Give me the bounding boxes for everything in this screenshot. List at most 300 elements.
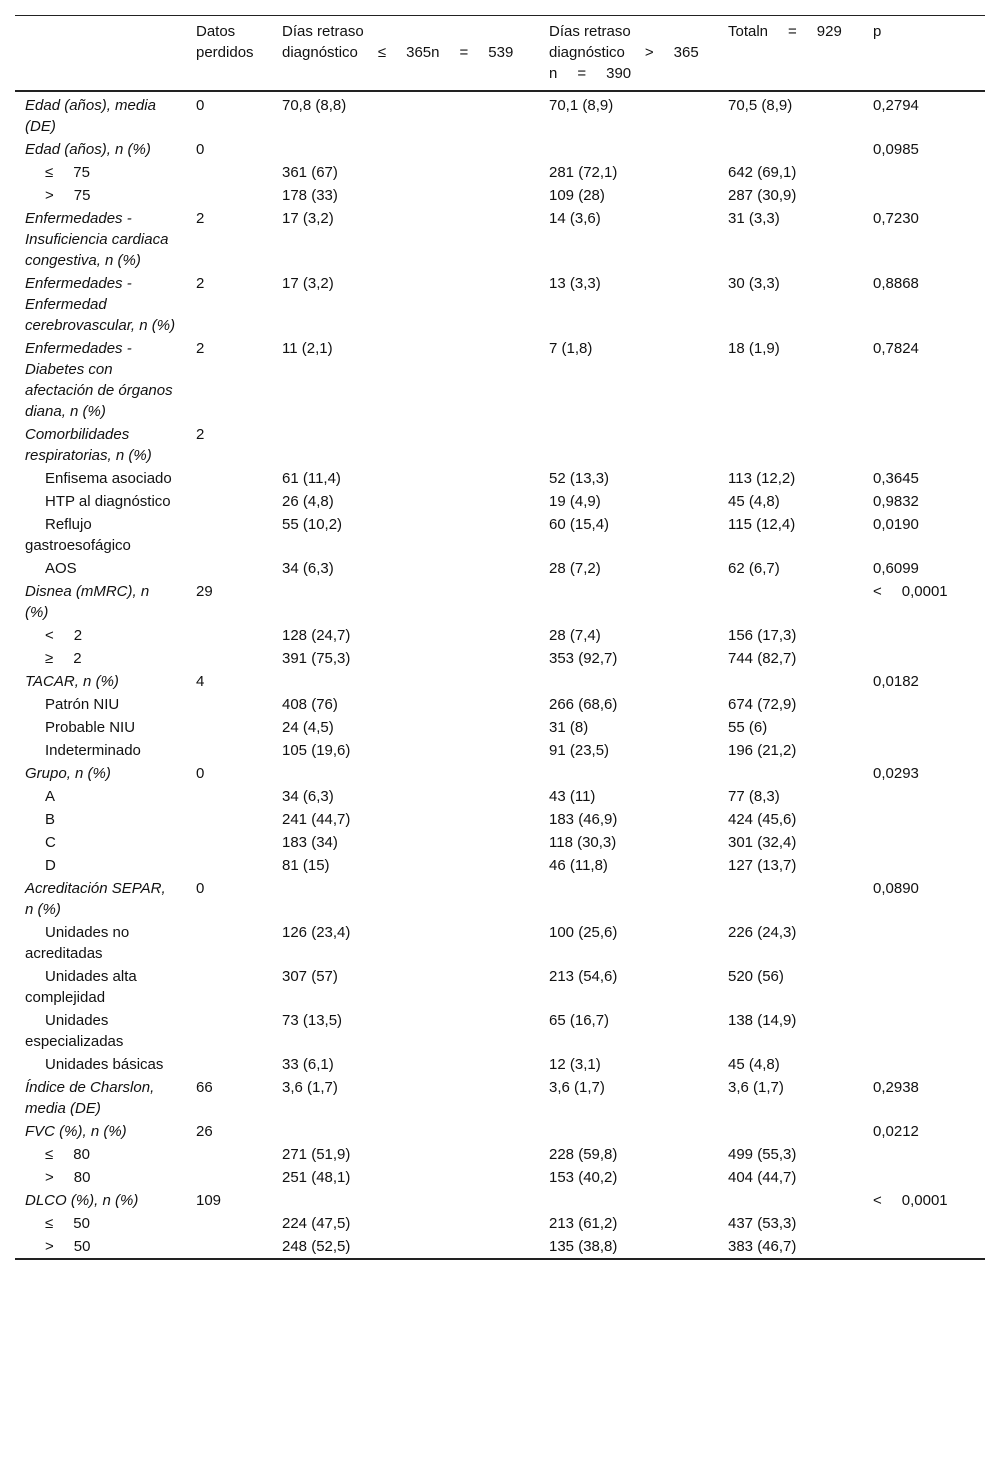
table-row — [15, 624, 985, 647]
table-header — [15, 16, 985, 92]
cell-missing — [186, 647, 272, 670]
cell-variable: TACAR, n (%) — [25, 673, 119, 690]
cell-delay-gt-365 — [539, 1189, 718, 1212]
cell-missing — [186, 831, 272, 854]
cell-variable — [15, 1235, 186, 1259]
cell-delay-gt-365: 266 (68,6) — [549, 696, 618, 713]
cell-variable: Enfermedades - Enfermedad cerebrovascular, n (%) — [25, 275, 176, 334]
table-body — [15, 91, 985, 1259]
cell-delay-le-365: 307 (57) — [282, 968, 338, 985]
cell-p-value: 0,8868 — [873, 275, 919, 292]
cell-p-value — [863, 1053, 985, 1076]
subcategory-label: Indeterminado — [45, 742, 141, 759]
cell-delay-le-365 — [272, 580, 539, 624]
subcategory-label: HTP al diagnóstico — [45, 493, 171, 510]
cell-variable: Enfermedades - Diabetes con afectación de órganos diana, n (%) — [25, 340, 173, 420]
cell-p-value: 0,7230 — [873, 210, 919, 227]
header-gt-w3: > — [644, 44, 654, 61]
cell-delay-le-365 — [272, 762, 539, 785]
cell-total: 127 (13,7) — [728, 857, 797, 874]
cell-missing — [186, 739, 272, 762]
table-row — [15, 1235, 985, 1259]
cell-missing: 2 — [196, 340, 205, 357]
cell-p-value: 0,7824 — [873, 340, 919, 357]
table-row — [15, 557, 985, 580]
cell-p-value — [863, 1166, 985, 1189]
cell-total: 437 (53,3) — [728, 1215, 797, 1232]
cell-total: 115 (12,4) — [728, 516, 796, 533]
subcategory-label: Unidades no acreditadas — [25, 924, 130, 962]
cell-total: 383 (46,7) — [728, 1238, 797, 1255]
cell-delay-gt-365: 13 (3,3) — [549, 275, 601, 292]
cell-total — [718, 1189, 863, 1212]
cell-p-value — [863, 785, 985, 808]
subcategory-label: ≤ 50 — [45, 1215, 90, 1232]
cell-p-value: 0,0293 — [873, 765, 919, 782]
subcategory-label: Unidades alta complejidad — [25, 968, 137, 1006]
cell-variable: DLCO (%), n (%) — [25, 1192, 139, 1209]
cell-delay-gt-365: 183 (46,9) — [549, 811, 618, 828]
header-total-w2: = — [788, 23, 797, 40]
header-gt-w6: = — [577, 65, 587, 82]
cell-missing: 4 — [196, 673, 205, 690]
cell-variable: Grupo, n (%) — [25, 765, 111, 782]
cell-variable — [15, 785, 186, 808]
cell-p-value — [863, 739, 985, 762]
table-row — [15, 1076, 985, 1120]
subcategory-label: Patrón NIU — [45, 696, 120, 713]
cell-delay-gt-365: 281 (72,1) — [549, 164, 618, 181]
cell-p-value — [863, 693, 985, 716]
cell-p-value: < 0,0001 — [873, 1192, 948, 1209]
cell-p-value — [863, 647, 985, 670]
table-row — [15, 161, 985, 184]
table-row — [15, 647, 985, 670]
cell-delay-le-365: 391 (75,3) — [282, 650, 351, 667]
cell-delay-gt-365: 109 (28) — [549, 187, 605, 204]
cell-delay-gt-365 — [539, 762, 718, 785]
cell-variable: Enfermedades - Insuficiencia cardiaca congestiva, n (%) — [25, 210, 169, 269]
cell-delay-le-365: 73 (13,5) — [282, 1012, 343, 1029]
cell-missing: 2 — [196, 275, 205, 292]
cell-missing: 109 — [196, 1192, 222, 1209]
cell-delay-gt-365: 19 (4,9) — [549, 493, 601, 510]
cell-p-value — [863, 921, 985, 965]
cell-delay-gt-365: 60 (15,4) — [549, 516, 610, 533]
cell-variable — [15, 854, 186, 877]
cell-total: 499 (55,3) — [728, 1146, 797, 1163]
header-gt-w1: Días retraso — [549, 23, 631, 40]
cell-delay-le-365: 128 (24,7) — [282, 627, 351, 644]
cell-total: 62 (6,7) — [728, 560, 780, 577]
header-delay-gt-365 — [539, 16, 718, 92]
cell-p-value — [863, 161, 985, 184]
table-row — [15, 762, 985, 785]
cell-missing: 2 — [196, 426, 205, 443]
header-missing — [186, 16, 272, 92]
cell-missing — [186, 624, 272, 647]
cell-p-value: 0,2794 — [873, 97, 919, 114]
subcategory-label: C — [45, 834, 56, 851]
subcategory-label: AOS — [45, 560, 77, 577]
subcategory-label: ≤ 75 — [45, 164, 90, 181]
cell-delay-le-365: 3,6 (1,7) — [282, 1079, 338, 1096]
cell-variable: Edad (años), n (%) — [25, 141, 151, 158]
subcategory-label: Unidades básicas — [45, 1056, 164, 1073]
data-table-container — [15, 15, 985, 1260]
cell-variable: Acreditación SEPAR, n (%) — [25, 880, 166, 918]
header-gt-w5: n — [549, 65, 558, 82]
cell-p-value: 0,9832 — [873, 493, 919, 510]
subcategory-label: B — [45, 811, 56, 828]
header-total-w3: 929 — [816, 23, 842, 40]
cell-p-value: 0,0985 — [873, 141, 919, 158]
cell-variable: Comorbilidades respiratorias, n (%) — [25, 426, 152, 464]
cell-delay-gt-365: 353 (92,7) — [549, 650, 618, 667]
table-row — [15, 184, 985, 207]
cell-delay-le-365 — [272, 1189, 539, 1212]
cell-delay-gt-365: 70,1 (8,9) — [549, 97, 614, 114]
subcategory-label: > 75 — [45, 187, 91, 204]
cell-total: 404 (44,7) — [728, 1169, 797, 1186]
cell-delay-le-365 — [272, 423, 539, 467]
cell-variable: FVC (%), n (%) — [25, 1123, 127, 1140]
cell-total: 287 (30,9) — [728, 187, 797, 204]
cell-delay-le-365: 61 (11,4) — [282, 470, 341, 487]
cell-delay-gt-365: 135 (38,8) — [549, 1238, 618, 1255]
cell-total: 674 (72,9) — [728, 696, 797, 713]
cell-p-value — [863, 1235, 985, 1259]
cell-missing: 2 — [196, 210, 205, 227]
cell-p-value — [863, 716, 985, 739]
subcategory-label: A — [45, 788, 56, 805]
cell-p-value — [863, 831, 985, 854]
cell-missing: 29 — [196, 583, 213, 600]
header-delay-le-365 — [272, 16, 539, 92]
cell-missing — [186, 161, 272, 184]
cell-total: 113 (12,2) — [728, 470, 796, 487]
cell-variable — [15, 739, 186, 762]
cell-delay-gt-365: 65 (16,7) — [549, 1012, 610, 1029]
cell-total: 301 (32,4) — [728, 834, 797, 851]
table-row — [15, 1009, 985, 1053]
cell-total: 45 (4,8) — [728, 1056, 780, 1073]
subcategory-label: Enfisema asociado — [45, 470, 172, 487]
data-table — [15, 15, 985, 1260]
table-row — [15, 670, 985, 693]
header-p-value: p — [873, 23, 882, 40]
header-total — [718, 16, 863, 92]
table-row — [15, 467, 985, 490]
table-row — [15, 513, 985, 557]
cell-delay-gt-365: 118 (30,3) — [549, 834, 617, 851]
cell-variable — [15, 693, 186, 716]
cell-delay-gt-365 — [539, 670, 718, 693]
cell-missing — [186, 716, 272, 739]
cell-delay-le-365: 33 (6,1) — [282, 1056, 334, 1073]
cell-total — [718, 138, 863, 161]
cell-p-value: 0,3645 — [873, 470, 919, 487]
header-gt-w4: 365 — [673, 44, 699, 61]
cell-delay-gt-365 — [539, 423, 718, 467]
cell-variable — [15, 490, 186, 513]
cell-delay-gt-365: 12 (3,1) — [549, 1056, 601, 1073]
cell-delay-le-365: 183 (34) — [282, 834, 338, 851]
table-row — [15, 854, 985, 877]
cell-variable — [15, 557, 186, 580]
cell-total: 196 (21,2) — [728, 742, 797, 759]
cell-total: 520 (56) — [728, 968, 784, 985]
header-le-w2: diagnóstico — [282, 44, 358, 61]
cell-p-value: 0,0190 — [873, 516, 919, 533]
cell-delay-le-365: 178 (33) — [282, 187, 338, 204]
cell-variable — [15, 1053, 186, 1076]
cell-missing — [186, 1235, 272, 1259]
cell-missing — [186, 693, 272, 716]
cell-delay-le-365: 81 (15) — [282, 857, 330, 874]
cell-delay-le-365: 17 (3,2) — [282, 275, 334, 292]
header-le-w1: Días retraso — [282, 23, 364, 40]
cell-variable: Disnea (mMRC), n (%) — [25, 583, 150, 621]
cell-p-value — [863, 1212, 985, 1235]
table-row — [15, 138, 985, 161]
cell-delay-le-365 — [272, 877, 539, 921]
cell-delay-gt-365: 91 (23,5) — [549, 742, 610, 759]
cell-variable: Índice de Charslon, media (DE) — [25, 1079, 155, 1117]
table-row — [15, 785, 985, 808]
subcategory-label: > 50 — [45, 1238, 91, 1255]
cell-total: 3,6 (1,7) — [728, 1079, 784, 1096]
table-row — [15, 877, 985, 921]
cell-total: 18 (1,9) — [728, 340, 780, 357]
cell-p-value: 0,6099 — [873, 560, 919, 577]
cell-delay-le-365 — [272, 670, 539, 693]
cell-missing: 0 — [196, 141, 205, 158]
cell-p-value — [863, 1143, 985, 1166]
header-missing-line2: perdidos — [196, 44, 254, 61]
cell-variable — [15, 1166, 186, 1189]
cell-missing — [186, 921, 272, 965]
cell-total: 138 (14,9) — [728, 1012, 797, 1029]
cell-p-value: 0,0182 — [873, 673, 919, 690]
subcategory-label: Reflujo gastroesofágico — [25, 516, 131, 554]
table-row — [15, 272, 985, 337]
cell-total: 45 (4,8) — [728, 493, 780, 510]
cell-missing — [186, 1166, 272, 1189]
cell-delay-le-365: 34 (6,3) — [282, 560, 334, 577]
cell-delay-gt-365: 31 (8) — [549, 719, 589, 736]
cell-variable — [15, 965, 186, 1009]
cell-delay-gt-365: 228 (59,8) — [549, 1146, 618, 1163]
cell-delay-gt-365: 43 (11) — [549, 788, 596, 805]
cell-total: 77 (8,3) — [728, 788, 780, 805]
table-row — [15, 1120, 985, 1143]
header-missing-line1: Datos — [196, 23, 236, 40]
subcategory-label: ≥ 2 — [45, 650, 82, 667]
table-row — [15, 1212, 985, 1235]
cell-delay-gt-365: 153 (40,2) — [549, 1169, 618, 1186]
header-le-w5: = — [459, 44, 469, 61]
cell-total — [718, 762, 863, 785]
table-row — [15, 207, 985, 272]
cell-missing — [186, 467, 272, 490]
cell-delay-gt-365: 28 (7,4) — [549, 627, 601, 644]
cell-variable — [15, 647, 186, 670]
cell-delay-gt-365 — [539, 138, 718, 161]
cell-total: 156 (17,3) — [728, 627, 797, 644]
cell-delay-le-365: 17 (3,2) — [282, 210, 334, 227]
table-row — [15, 693, 985, 716]
cell-delay-gt-365: 213 (54,6) — [549, 968, 618, 985]
cell-delay-gt-365: 46 (11,8) — [549, 857, 608, 874]
cell-total: 70,5 (8,9) — [728, 97, 793, 114]
table-row — [15, 831, 985, 854]
cell-variable — [15, 831, 186, 854]
cell-variable — [15, 921, 186, 965]
cell-delay-le-365: 361 (67) — [282, 164, 338, 181]
cell-delay-gt-365 — [539, 1120, 718, 1143]
cell-delay-gt-365: 100 (25,6) — [549, 924, 618, 941]
cell-missing — [186, 557, 272, 580]
cell-variable — [15, 624, 186, 647]
cell-delay-le-365: 24 (4,5) — [282, 719, 334, 736]
cell-missing: 0 — [196, 880, 205, 897]
cell-missing — [186, 513, 272, 557]
cell-variable — [15, 1009, 186, 1053]
cell-p-value: < 0,0001 — [873, 583, 948, 600]
cell-p-value — [863, 184, 985, 207]
cell-delay-gt-365: 52 (13,3) — [549, 470, 610, 487]
cell-delay-gt-365: 28 (7,2) — [549, 560, 601, 577]
cell-total — [718, 877, 863, 921]
cell-delay-le-365: 11 (2,1) — [282, 340, 333, 357]
cell-missing: 0 — [196, 97, 205, 114]
cell-delay-le-365: 408 (76) — [282, 696, 338, 713]
cell-delay-gt-365: 14 (3,6) — [549, 210, 601, 227]
table-row — [15, 1189, 985, 1212]
cell-missing: 26 — [196, 1123, 213, 1140]
cell-missing — [186, 1212, 272, 1235]
cell-delay-le-365 — [272, 138, 539, 161]
cell-total — [718, 1120, 863, 1143]
cell-variable — [15, 184, 186, 207]
cell-missing — [186, 808, 272, 831]
cell-delay-gt-365: 7 (1,8) — [549, 340, 593, 357]
table-row — [15, 716, 985, 739]
subcategory-label: < 2 — [45, 627, 83, 644]
cell-delay-gt-365 — [539, 877, 718, 921]
cell-delay-le-365: 251 (48,1) — [282, 1169, 351, 1186]
cell-delay-le-365: 105 (19,6) — [282, 742, 351, 759]
table-row — [15, 965, 985, 1009]
cell-total: 30 (3,3) — [728, 275, 780, 292]
cell-missing — [186, 184, 272, 207]
cell-missing — [186, 1009, 272, 1053]
table-row — [15, 1166, 985, 1189]
cell-total — [718, 580, 863, 624]
subcategory-label: > 80 — [45, 1169, 91, 1186]
cell-variable — [15, 1143, 186, 1166]
cell-delay-le-365 — [272, 1120, 539, 1143]
cell-delay-gt-365 — [539, 580, 718, 624]
cell-total: 744 (82,7) — [728, 650, 797, 667]
header-row — [15, 16, 985, 92]
header-gt-w2: diagnóstico — [549, 44, 625, 61]
table-row — [15, 1143, 985, 1166]
cell-p-value — [863, 854, 985, 877]
subcategory-label: Unidades especializadas — [25, 1012, 124, 1050]
cell-missing: 66 — [196, 1079, 213, 1096]
cell-delay-le-365: 34 (6,3) — [282, 788, 334, 805]
cell-p-value — [863, 624, 985, 647]
cell-missing — [186, 854, 272, 877]
cell-missing: 0 — [196, 765, 205, 782]
cell-delay-gt-365: 213 (61,2) — [549, 1215, 618, 1232]
cell-p-value: 0,0212 — [873, 1123, 919, 1140]
cell-delay-gt-365: 3,6 (1,7) — [549, 1079, 605, 1096]
subcategory-label: D — [45, 857, 56, 874]
cell-total: 226 (24,3) — [728, 924, 797, 941]
cell-missing — [186, 1053, 272, 1076]
cell-missing — [186, 965, 272, 1009]
table-row — [15, 921, 985, 965]
cell-variable — [15, 1212, 186, 1235]
cell-total — [718, 423, 863, 467]
cell-p-value: 0,2938 — [873, 1079, 919, 1096]
cell-total — [718, 670, 863, 693]
cell-variable — [15, 467, 186, 490]
cell-variable — [15, 716, 186, 739]
cell-delay-le-365: 26 (4,8) — [282, 493, 334, 510]
cell-delay-le-365: 55 (10,2) — [282, 516, 343, 533]
table-row — [15, 337, 985, 423]
header-le-w6: 539 — [488, 44, 514, 61]
table-row — [15, 580, 985, 624]
subcategory-label: Probable NIU — [45, 719, 136, 736]
header-gt-w7: 390 — [606, 65, 632, 82]
cell-delay-le-365: 241 (44,7) — [282, 811, 351, 828]
cell-p-value: 0,0890 — [873, 880, 919, 897]
cell-delay-le-365: 70,8 (8,8) — [282, 97, 347, 114]
header-le-w4: 365n — [406, 44, 440, 61]
cell-total: 31 (3,3) — [728, 210, 780, 227]
table-row — [15, 91, 985, 138]
cell-delay-le-365: 248 (52,5) — [282, 1238, 351, 1255]
cell-p-value — [863, 808, 985, 831]
header-le-w3: ≤ — [377, 44, 387, 61]
table-row — [15, 1053, 985, 1076]
header-variable — [15, 16, 186, 92]
table-row — [15, 739, 985, 762]
cell-variable: Edad (años), media (DE) — [25, 97, 156, 135]
cell-missing — [186, 785, 272, 808]
cell-delay-le-365: 126 (23,4) — [282, 924, 351, 941]
cell-variable — [15, 808, 186, 831]
header-total-w1: Totaln — [728, 23, 769, 40]
cell-p-value — [863, 965, 985, 1009]
table-row — [15, 808, 985, 831]
cell-delay-le-365: 271 (51,9) — [282, 1146, 351, 1163]
table-row — [15, 490, 985, 513]
cell-total: 55 (6) — [728, 719, 768, 736]
cell-variable — [15, 513, 186, 557]
cell-variable — [15, 161, 186, 184]
cell-p-value — [863, 423, 985, 467]
cell-missing — [186, 1143, 272, 1166]
cell-p-value — [863, 1009, 985, 1053]
subcategory-label: ≤ 80 — [45, 1146, 90, 1163]
cell-missing — [186, 490, 272, 513]
